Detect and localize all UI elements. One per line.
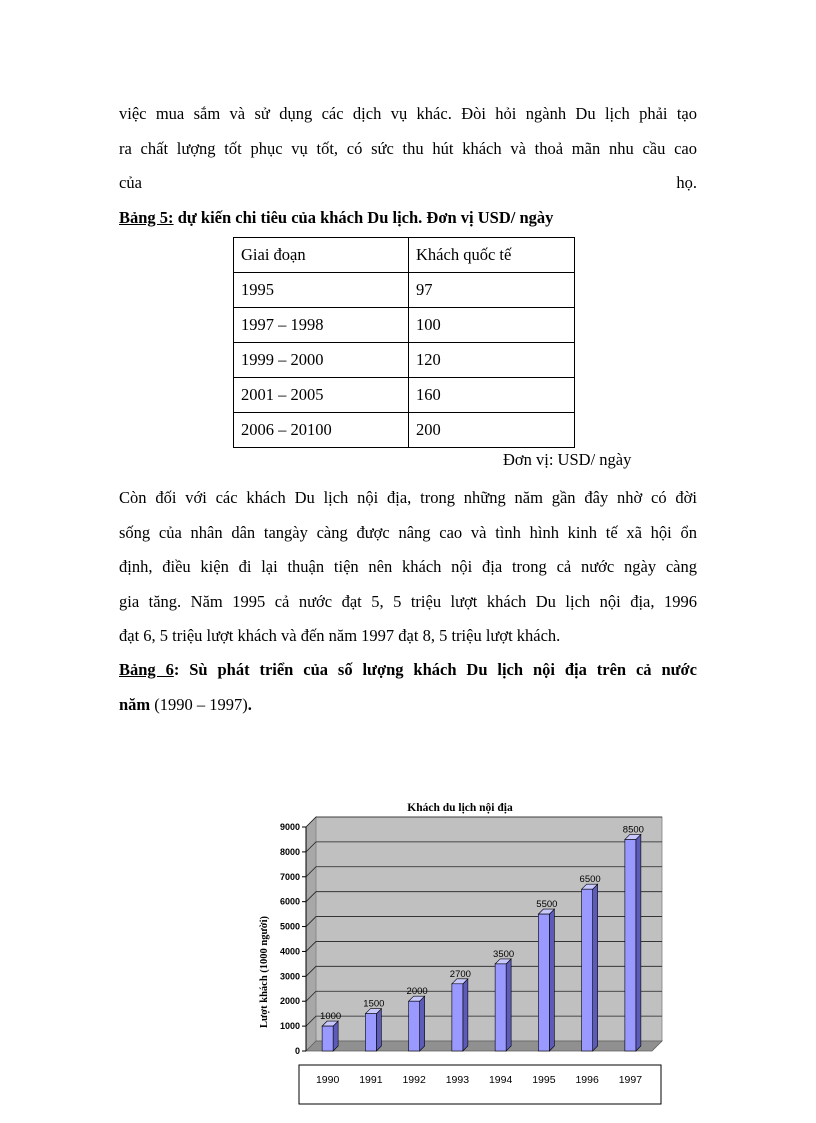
chart-bar xyxy=(322,1026,333,1051)
chart-bar xyxy=(625,839,636,1051)
table6-caption-line-2 xyxy=(119,688,697,723)
chart-bar-side xyxy=(463,979,468,1051)
table-cell: 100 xyxy=(409,308,575,343)
table-header-cell: Khách quốc tế xyxy=(409,238,575,273)
chart-x-tick-label: 1990 xyxy=(315,1074,340,1086)
table6-caption-line-1 xyxy=(119,653,697,688)
chart-category-box xyxy=(299,1065,661,1104)
chart-bar xyxy=(452,984,463,1051)
chart-y-tick-label: 0 xyxy=(294,1046,300,1056)
paragraph-2-line-3: định, điều kiện đi lại thuận tiện nên khách nội địa trong cả nước ngày càng xyxy=(119,557,697,576)
paragraph-1-line-2: ra chất lượng tốt phục vụ tốt, có sức thu hút khách và thoả mãn nhu cầu cao xyxy=(119,138,697,158)
paragraph-1-line-3-start: của xyxy=(119,173,142,192)
chart-x-tick-label: 1991 xyxy=(359,1074,383,1086)
chart-plot-area xyxy=(280,817,662,1104)
chart-x-tick-label: 1993 xyxy=(445,1074,470,1086)
bar-chart xyxy=(240,790,680,1120)
chart-data-label: 2700 xyxy=(449,968,471,980)
table-cell: 97 xyxy=(409,273,575,308)
table-row xyxy=(234,413,575,448)
table-cell: 2001 – 2005 xyxy=(234,378,409,413)
table-row xyxy=(234,308,575,343)
chart-bar xyxy=(365,1014,376,1051)
chart-side-wall xyxy=(306,817,316,1051)
table-row xyxy=(234,378,575,413)
chart-bar xyxy=(495,964,506,1051)
chart-data-label: 3500 xyxy=(493,948,515,960)
chart-bar-side xyxy=(376,1009,381,1051)
table6-caption-range: (1990 – 1997) xyxy=(154,694,248,714)
chart-bar xyxy=(582,889,593,1051)
chart-data-label: 1000 xyxy=(320,1011,342,1023)
table-cell: 1999 – 2000 xyxy=(234,343,409,378)
chart-data-label: 5500 xyxy=(536,899,558,911)
table6-caption-text: : Sù phát triển của số lượng khách Du lịch nội địa trên cả nước xyxy=(173,660,697,679)
table6-caption xyxy=(119,653,697,722)
table5-label: Bảng 5: xyxy=(119,208,174,227)
table-header-row xyxy=(234,238,575,273)
paragraph-2-line-5: đạt 6, 5 triệu lượt khách và đến năm 1997 đạt 8, 5 triệu lượt khách. xyxy=(119,626,561,645)
table-row xyxy=(234,343,575,378)
chart-bar-side xyxy=(420,996,425,1051)
chart-y-tick-label: 7000 xyxy=(279,871,300,882)
chart-y-tick-label: 1000 xyxy=(279,1021,300,1032)
paragraph-1 xyxy=(119,97,697,201)
chart-y-axis-label: Lượt khách (1000 người) xyxy=(259,915,270,1029)
paragraph-2-line-4: gia tăng. Năm 1995 cả nước đạt 5, 5 triệu lượt khách Du lịch nội địa, 1996 xyxy=(119,591,697,611)
chart-title: Khách du lịch nội địa xyxy=(407,802,513,814)
table5-caption xyxy=(119,201,697,236)
table-cell: 120 xyxy=(409,343,575,378)
table-cell: 1995 xyxy=(234,273,409,308)
table-header-cell: Giai đoạn xyxy=(234,238,409,273)
chart-x-tick-label: 1994 xyxy=(488,1074,513,1086)
chart-back-wall xyxy=(306,817,662,1041)
chart-x-tick-label: 1996 xyxy=(575,1074,599,1086)
table-row xyxy=(234,273,575,308)
table-cell: 2006 – 20100 xyxy=(234,413,409,448)
chart-bar xyxy=(538,914,549,1051)
paragraph-2-line-1: Còn đối với các khách Du lịch nội địa, trong những năm gần đây nhờ có đời xyxy=(119,488,697,507)
chart-x-tick-label: 1995 xyxy=(532,1074,556,1086)
paragraph-2 xyxy=(119,481,697,654)
chart-bar-side xyxy=(593,884,598,1051)
chart-bar xyxy=(409,1001,420,1051)
chart-x-tick-label: 1997 xyxy=(618,1074,643,1086)
table6-caption-period: . xyxy=(247,694,252,714)
chart-y-tick-label: 2000 xyxy=(279,996,300,1007)
chart-y-tick-label: 9000 xyxy=(279,822,300,832)
paragraph-2-line-2: sống của nhân dân tangày càng được nâng cao và tình hình kinh tế xã hội ổn xyxy=(119,522,697,542)
chart-data-label: 8500 xyxy=(622,824,644,836)
chart-y-tick-label: 6000 xyxy=(279,896,300,907)
chart-y-tick-label: 8000 xyxy=(279,846,300,857)
chart-y-tick-label: 5000 xyxy=(279,921,300,932)
chart-bar-side xyxy=(636,834,641,1051)
table6-caption-year-word: năm xyxy=(119,694,155,714)
paragraph-1-line-3-end: họ. xyxy=(676,173,697,192)
chart-bar-side xyxy=(549,909,554,1051)
table5-caption-text: dự kiến chi tiêu của khách Du lịch. Đơn vị USD/ ngày xyxy=(173,208,554,227)
chart-data-label: 1500 xyxy=(363,998,385,1010)
table-cell: 160 xyxy=(409,378,575,413)
table-cell: 200 xyxy=(409,413,575,448)
chart-data-label: 2000 xyxy=(406,986,428,998)
paragraph-1-line-3 xyxy=(119,166,697,201)
chart-x-tick-label: 1992 xyxy=(402,1074,426,1086)
table6-label: Bảng 6 xyxy=(119,660,174,679)
table5 xyxy=(233,237,575,448)
chart-y-tick-label: 4000 xyxy=(279,946,300,957)
chart-bar-side xyxy=(506,959,511,1051)
chart-data-label: 6500 xyxy=(579,874,601,886)
paragraph-1-line-1: việc mua sắm và sử dụng các dịch vụ khác. Đòi hỏi ngành Du lịch phải tạo xyxy=(119,104,697,123)
table-cell: 1997 – 1998 xyxy=(234,308,409,343)
chart-floor xyxy=(306,1041,662,1051)
table5-unit-note: Đơn vị: USD/ ngày xyxy=(503,450,632,469)
chart-y-tick-label: 3000 xyxy=(279,971,300,982)
